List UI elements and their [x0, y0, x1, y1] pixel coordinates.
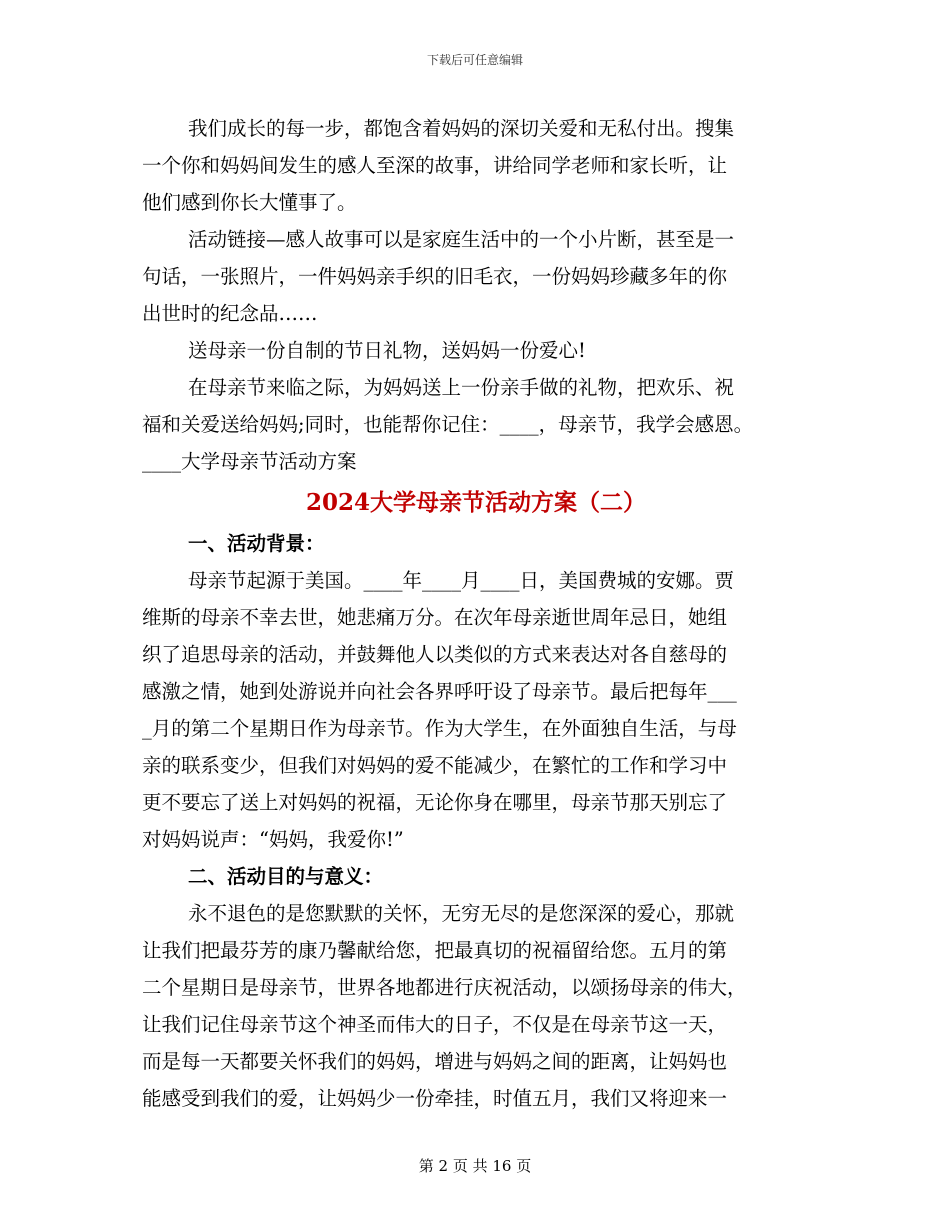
paragraph-line: 活动链接—感人故事可以是家庭生活中的一个小片断，甚至是一: [188, 228, 735, 251]
paragraph-line: _月的第二个星期日作为母亲节。作为大学生，在外面独自生活，与母: [142, 717, 737, 740]
paragraph-line: 母亲节起源于美国。____年____月____日，美国费城的安娜。贾: [188, 569, 735, 592]
document-body: [142, 110, 810, 1117]
paragraph-line: 感激之情，她到处游说并向社会各界呼吁设了母亲节。最后把每年___: [142, 680, 737, 703]
paragraph-line: 让我们记住母亲节这个神圣而伟大的日子，不仅是在母亲节这一天，: [142, 1013, 728, 1036]
paragraph-line: 出世时的纪念品……: [142, 302, 318, 325]
paragraph-line: 在母亲节来临之际，为妈妈送上一份亲手做的礼物，把欢乐、祝: [188, 376, 735, 399]
paragraph-line: 他们感到你长大懂事了。: [142, 191, 357, 214]
paragraph-line: 维斯的母亲不幸去世，她悲痛万分。在次年母亲逝世周年忌日，她组: [142, 606, 728, 629]
page-header: 下载后可任意编辑: [426, 53, 523, 67]
paragraph-line: 福和关爱送给妈妈;同时，也能帮你记住：____，母亲节，我学会感恩。: [142, 413, 754, 436]
paragraph-line: 织了追思母亲的活动，并鼓舞他人以类似的方式来表达对各自慈母的: [142, 643, 728, 666]
paragraph-line: 送母亲一份自制的节日礼物，送妈妈一份爱心!: [188, 339, 586, 362]
paragraph-line: ____大学母亲节活动方案: [142, 450, 357, 473]
paragraph-line: 二个星期日是母亲节，世界各地都进行庆祝活动，以颂扬母亲的伟大，: [142, 976, 747, 999]
paragraph-line: 而是每一天都要关怀我们的妈妈，增进与妈妈之间的距离，让妈妈也: [142, 1050, 728, 1073]
paragraph-line: 永不退色的是您默默的关怀，无穷无尽的是您深深的爱心，那就: [188, 902, 735, 925]
section-title: 2024大学母亲节活动方案（二）: [305, 489, 646, 516]
section-heading: 二、活动目的与意义：: [188, 865, 384, 888]
page-footer: 第 2 页 共 16 页: [418, 1157, 532, 1175]
paragraph-line: 更不要忘了送上对妈妈的祝福，无论你身在哪里，母亲节那天别忘了: [142, 791, 728, 814]
paragraph-line: 一个你和妈妈间发生的感人至深的故事，讲给同学老师和家长听，让: [142, 154, 728, 177]
paragraph-line: 能感受到我们的爱，让妈妈少一份牵挂，时值五月，我们又将迎来一: [142, 1087, 728, 1110]
paragraph-line: 我们成长的每一步，都饱含着妈妈的深切关爱和无私付出。搜集: [188, 117, 735, 140]
paragraph-line: 句话，一张照片，一件妈妈亲手织的旧毛衣，一份妈妈珍藏多年的你: [142, 265, 728, 288]
paragraph-line: 让我们把最芬芳的康乃馨献给您，把最真切的祝福留给您。五月的第: [142, 939, 728, 962]
paragraph-line: 亲的联系变少，但我们对妈妈的爱不能减少，在繁忙的工作和学习中: [142, 754, 728, 777]
section-heading: 一、活动背景：: [188, 532, 325, 555]
paragraph-line: 对妈妈说声：“妈妈，我爱你!”: [142, 828, 404, 851]
